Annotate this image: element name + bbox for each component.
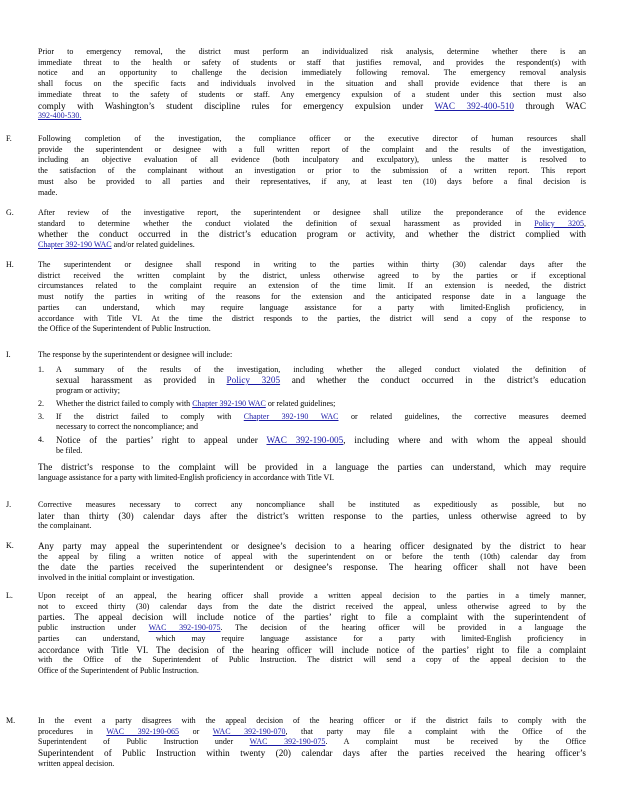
text-line — [38, 188, 586, 199]
line-text: The district’s response to the complaint will be provided in a language the parties can understand, which may require — [38, 462, 586, 473]
text-line — [38, 219, 586, 230]
line-text: The response by the superintendent or designee will include: — [38, 350, 233, 359]
text-line — [38, 47, 586, 58]
line-text: Office of the Superintendent of Public Instruction. — [38, 665, 199, 675]
section-label: F. — [6, 134, 12, 143]
text-line — [38, 645, 586, 656]
text-line — [56, 375, 586, 386]
text-line — [38, 634, 586, 645]
line-text: and whether the conduct occurred in the district’s education — [280, 375, 586, 386]
list-number: 4. — [38, 434, 44, 444]
reference-link[interactable]: Chapter 392-190 WAC — [38, 240, 112, 250]
line-text: A summary of the results of the investigation, including whether the alleged conduct violated the definition of — [56, 364, 586, 374]
text-line — [38, 229, 586, 240]
line-text: Superintendent of Public Instruction under — [38, 737, 250, 747]
line-text: immediate threat to the safety of students or staff. Any emergency expulsion of a student under this section must also — [38, 89, 586, 99]
line-text: Any party may appeal the superintendent or designee’s decision to a hearing officer designated by the district to hear — [38, 541, 586, 551]
line-text: district received the written complaint by the district, unless otherwise agreed to by the parties or if exceptional — [38, 270, 586, 280]
line-text: accordance with Title VI. At the time the district responds to the parties, the district will send a copy of the response to — [38, 313, 586, 323]
list-number: 1. — [38, 364, 44, 374]
line-text: parties can understand, which may require language assistance for a party with limited-English proficiency, in — [38, 302, 586, 312]
reference-link[interactable]: Policy 3205 — [226, 375, 281, 386]
reference-link[interactable]: WAC 392-190-075 — [249, 737, 326, 747]
line-text: Following completion of the investigation, the compliance officer or the executive director of human resources shall — [38, 134, 586, 143]
text-line — [38, 462, 586, 473]
line-text: provide the superintendent or designee with a full written report of the complaint and the results of the investigation, — [38, 144, 586, 154]
section-label: H. — [6, 260, 14, 269]
line-text: , that party may file a complaint with the Office of the — [285, 726, 587, 736]
text-line — [38, 623, 586, 634]
line-text: written appeal decision. — [38, 758, 115, 768]
line-text: shall focus on the specific facts and individuals involved in the situation and shall provide evidence that there is an — [38, 79, 586, 89]
reference-link[interactable]: Chapter 392-190 WAC — [192, 398, 266, 408]
text-line — [38, 655, 586, 666]
text-line — [38, 177, 586, 188]
line-text: or related guidelines, the corrective measures deemed — [338, 411, 586, 421]
line-text: Prior to emergency removal, the district must perform an individualized risk analysis, determine whether there is an — [38, 47, 586, 56]
reference-link[interactable]: WAC 392-190-005 — [266, 434, 344, 445]
line-text: Corrective measures necessary to correct any noncompliance shall be instituted as expeditiously as possible, but no — [38, 500, 586, 509]
section-label: G. — [6, 208, 14, 217]
text-line — [38, 716, 586, 727]
line-text: the date the parties received the superintendent or designee’s response. The hearing officer shall not have been — [38, 562, 586, 573]
list-number: 3. — [38, 411, 44, 421]
section-label: K. — [6, 541, 14, 550]
line-text: program or activity; — [56, 386, 120, 396]
line-text: made. — [38, 187, 58, 197]
text-line — [38, 314, 586, 325]
line-text: must notify the parties in writing of the reasons for the extension and the anticipated response date in a language the — [38, 292, 586, 302]
text-line — [38, 79, 586, 90]
text-line — [38, 511, 586, 522]
reference-link[interactable]: Chapter 392-190 WAC — [243, 411, 339, 421]
list-number: 2. — [38, 398, 44, 408]
line-text: In the event a party disagrees with the appeal decision of the hearing officer or if the district fails to comply with the — [38, 716, 586, 725]
text-line — [38, 260, 586, 271]
text-line — [38, 541, 586, 552]
text-line — [38, 737, 586, 748]
text-line — [38, 134, 586, 145]
text-line — [38, 612, 586, 623]
line-text: the appeal by filing a written notice of appeal with the superintendent on or before the tenth (10th) calendar day from — [38, 551, 586, 561]
reference-link[interactable]: WAC 392-190-070 — [212, 726, 286, 736]
line-text: the satisfaction of the complainant without an investigation or prior to the submission of a written report. This report — [38, 166, 586, 176]
line-text: whether the conduct occurred in the district’s education program or activity, and whether the district complied with — [38, 229, 586, 240]
section-label: L. — [6, 591, 13, 600]
text-line — [38, 111, 586, 122]
line-text: the Office of the Superintendent of Public Instruction. — [38, 324, 211, 334]
text-line — [38, 303, 586, 314]
section-label: J. — [6, 500, 12, 509]
text-line — [38, 166, 586, 177]
text-line — [56, 399, 586, 410]
line-text: immediate threat to the health or safety of students or staff that justifies removal, and provides the respondent(s) with — [38, 57, 586, 67]
line-text: necessary to correct the noncompliance; and — [56, 422, 198, 432]
text-line — [38, 271, 586, 282]
text-line — [56, 365, 586, 376]
line-text: not to exceed thirty (30) calendar days from the date the district received the appeal, unless otherwise agreed to by the — [38, 601, 586, 611]
text-line — [56, 435, 586, 446]
line-text: be filed. — [56, 445, 83, 455]
line-text: later than thirty (30) calendar days after the district’s written response to the parties, unless otherwise agreed to by — [38, 510, 586, 521]
line-text: parties. The appeal decision will include notice of the parties’ right to file a complaint with the superintendent of — [38, 612, 586, 623]
text-line — [38, 591, 586, 602]
line-text: accordance with Title VI. The decision of the hearing officer will include notice of the parties’ right to file a complaint — [38, 644, 586, 655]
text-line — [38, 145, 586, 156]
text-line — [38, 573, 586, 584]
line-text: circumstances related to the complaint require an extension of the time limit. If an extension is needed, the district — [38, 281, 586, 291]
line-text: or related guidelines; — [265, 398, 336, 408]
text-line — [38, 208, 586, 219]
line-text: Superintendent of Public Instruction within twenty (20) calendar days after the parties received the hearing officer’s — [38, 748, 586, 759]
text-line — [38, 562, 586, 573]
reference-link[interactable]: Policy 3205 — [534, 218, 584, 228]
reference-link[interactable]: WAC 392-400-510 — [434, 100, 515, 111]
reference-link[interactable]: WAC 392-190-065 — [106, 726, 180, 736]
text-line — [38, 727, 586, 738]
line-text: comply with Washington’s student discipline rules for emergency expulsion under — [38, 100, 435, 111]
text-line — [38, 324, 586, 335]
line-text: If the district failed to comply with — [56, 411, 244, 421]
text-line — [56, 422, 586, 433]
line-text: sexual harassment as provided in — [56, 375, 227, 386]
line-text: After review of the investigative report, the superintendent or designee shall utilize the preponderance of the evidence — [38, 208, 586, 217]
line-text: through WAC — [514, 100, 586, 111]
text-line — [38, 155, 586, 166]
text-line — [56, 412, 586, 423]
text-line — [56, 446, 586, 457]
line-text: the complainant. — [38, 521, 92, 531]
text-line — [38, 281, 586, 292]
text-line — [38, 521, 586, 532]
line-text: , including where and with whom the appeal should — [343, 434, 586, 445]
text-line — [38, 90, 586, 101]
text-line — [38, 350, 586, 361]
line-text: must also be provided to all parties and their representatives, if any, at least ten (10) days before a final decision is — [38, 176, 586, 186]
text-line — [38, 240, 586, 251]
section-label: I. — [6, 350, 11, 359]
reference-link[interactable]: WAC 392-190-075 — [148, 623, 221, 633]
line-text: Upon receipt of an appeal, the hearing officer shall provide a written appeal decision to the parties in a timely manner, — [38, 591, 586, 600]
text-line — [38, 552, 586, 563]
line-text: public instruction under — [38, 623, 149, 633]
line-text: notice and an opportunity to challenge the decision immediately following removal. The emergency removal analysis — [38, 68, 586, 78]
line-text: . A complaint must be received by the Office — [325, 737, 586, 747]
text-line — [38, 292, 586, 303]
text-line — [38, 602, 586, 613]
section-label: M. — [6, 716, 16, 725]
line-text: parties can understand, which may require language assistance for a party with limited-English proficiency in — [38, 633, 586, 643]
text-line — [38, 748, 586, 759]
line-text: or — [179, 726, 213, 736]
text-line — [38, 101, 586, 112]
text-line — [56, 386, 586, 397]
line-text: and/or related guidelines. — [111, 240, 195, 250]
text-line — [38, 666, 586, 677]
text-line — [38, 68, 586, 79]
line-text: Whether the district failed to comply with — [56, 398, 193, 408]
text-line — [38, 759, 586, 770]
line-text: involved in the initial complaint or investigation. — [38, 573, 195, 583]
line-text: including an objective evaluation of all evidence (both inculpatory and exculpatory), unless the matter is resolved to — [38, 155, 586, 165]
line-text: procedures in — [38, 726, 107, 736]
line-text: language assistance for a party with limited-English proficiency in accordance with Title VI. — [38, 473, 334, 482]
text-line — [38, 58, 586, 69]
line-text: Notice of the parties’ right to appeal under — [56, 434, 267, 445]
reference-link[interactable]: 392-400-530. — [38, 111, 82, 121]
text-line — [38, 500, 586, 511]
line-text: with the Office of the Superintendent of Public Instruction. The district will send a copy of the appeal decision to the — [38, 655, 586, 665]
text-line — [38, 473, 586, 484]
line-text: The superintendent or designee shall respond in writing to the parties within thirty (30) calendar days after the — [38, 260, 586, 269]
line-text: , — [584, 218, 586, 228]
line-text: . The decision of the hearing officer will be provided in a language the — [220, 623, 587, 633]
line-text: standard to determine whether the conduct violated the definition of sexual harassment as provided in — [38, 218, 535, 228]
